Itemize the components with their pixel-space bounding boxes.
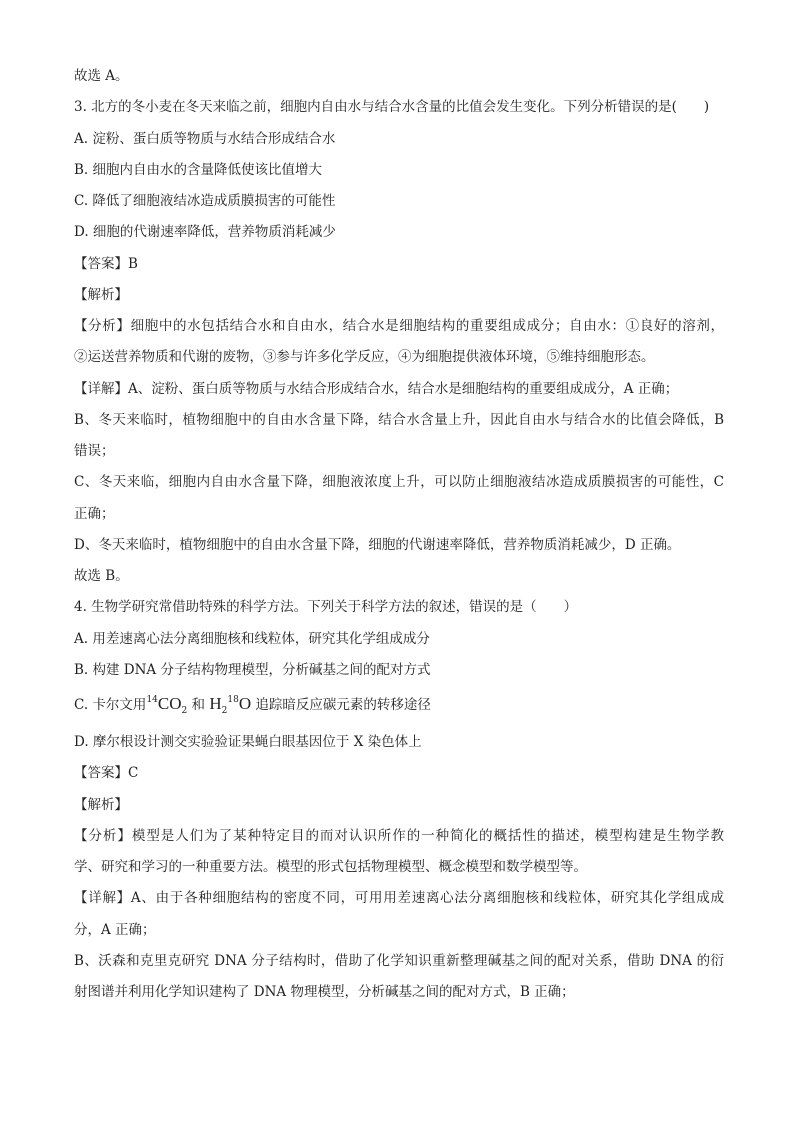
question-4-answer: 【答案】C [74,765,139,781]
question-3-fenxi-line-1: 【分析】细胞中的水包括结合水和自由水，结合水是细胞结构的重要组成成分；自由水：①良好的溶剂， [74,318,724,334]
question-3-option-c: C. 降低了细胞液结冰造成质膜损害的可能性 [74,193,336,209]
question-3-option-a: A. 淀粉、蛋白质等物质与水结合形成结合水 [74,131,336,147]
question-4-option-b: B. 构建 DNA 分子结构物理模型，分析碱基之间的配对方式 [74,662,431,678]
question-3-detail-d: D、冬天来临时，植物细胞中的自由水含量下降，细胞的代谢速率降低，营养物质消耗减少，D 正确。 [74,537,681,553]
question-4-option-d: D. 摩尔根设计测交实验验证果蝇白眼基因位于 X 染色体上 [74,734,422,750]
option-c-suffix: 追踪暗反应碳元素的转移途径 [251,697,431,713]
water-hydrogen: H [209,694,222,713]
question-4-option-c [74,695,431,714]
question-4-detail-b-line-2: 射图谱并利用化学知识建构了 DNA 物理模型，分析碱基之间的配对方式，B 正确； [74,984,575,1000]
question-4-detail-a-line-1: 【详解】A、由于各种细胞结构的密度不同，可用用差速离心法分离细胞核和线粒体，研究其化学组成成 [74,890,724,906]
question-4-detail-b-line-1: B、沃森和克里克研究 DNA 分子结构时，借助了化学知识重新整理碱基之间的配对关系，借助 DNA 的衍 [74,953,724,969]
option-c-prefix: C. 卡尔文用 [74,697,147,713]
co2-subscript: 2 [181,706,188,716]
question-3-detail-c-line-1: C、冬天来临，细胞内自由水含量下降，细胞液浓度上升，可以防止细胞液结冰造成质膜损害的可能性，C [74,474,724,490]
question-3-option-d: D. 细胞的代谢速率降低，营养物质消耗减少 [74,224,336,240]
water-subscript: 2 [221,706,228,716]
co2-formula: CO [157,694,182,713]
option-c-conjunction: 和 [187,697,210,713]
question-3-stem: 3. 北方的冬小麦在冬天来临之前，细胞内自由水与结合水含量的比值会发生变化。下列分析错误的是( ) [74,99,710,115]
question-4-fenxi-line-2: 学、研究和学习的一种重要方法。模型的形式包括物理模型、概念模型和数学模型等。 [74,859,587,875]
question-3-detail-a: 【详解】A、淀粉、蛋白质等物质与水结合形成结合水，结合水是细胞结构的重要组成成分，A 正确； [74,381,679,397]
question-3-analysis-heading: 【解析】 [74,287,128,303]
carbon-isotope-mass: 14 [146,695,158,705]
question-3-detail-b-line-1: B、冬天来临时，植物细胞中的自由水含量下降，结合水含量上升，因此自由水与结合水的比值会降低，B [74,412,724,428]
question-3-fenxi-line-2: ②运送营养物质和代谢的废物，③参与许多化学反应，④为细胞提供液体环境，⑤维持细胞形态。 [74,349,655,365]
question-3-answer: 【答案】B [74,256,138,272]
question-3-conclusion: 故选 B。 [74,568,129,584]
oxygen-isotope-mass: 18 [227,695,239,705]
question-4-option-a: A. 用差速离心法分离细胞核和线粒体，研究其化学组成成分 [74,631,430,647]
question-4-detail-a-line-2: 分，A 正确； [74,922,156,938]
question-4-analysis-heading: 【解析】 [74,797,128,813]
question-3-detail-b-line-2: 错误； [74,443,115,459]
question-3-detail-c-line-2: 正确； [74,506,115,522]
question-4-stem: 4. 生物学研究常借助特殊的科学方法。下列关于科学方法的叙述，错误的是（ ） [74,599,578,615]
water-oxygen: O [238,694,252,713]
question-3-option-b: B. 细胞内自由水的含量降低使该比值增大 [74,162,323,178]
question-4-fenxi-line-1: 【分析】模型是人们为了某种特定目的而对认识所作的一种简化的概括性的描述，模型构建是生物学教 [74,828,724,844]
previous-conclusion: 故选 A。 [74,68,129,84]
